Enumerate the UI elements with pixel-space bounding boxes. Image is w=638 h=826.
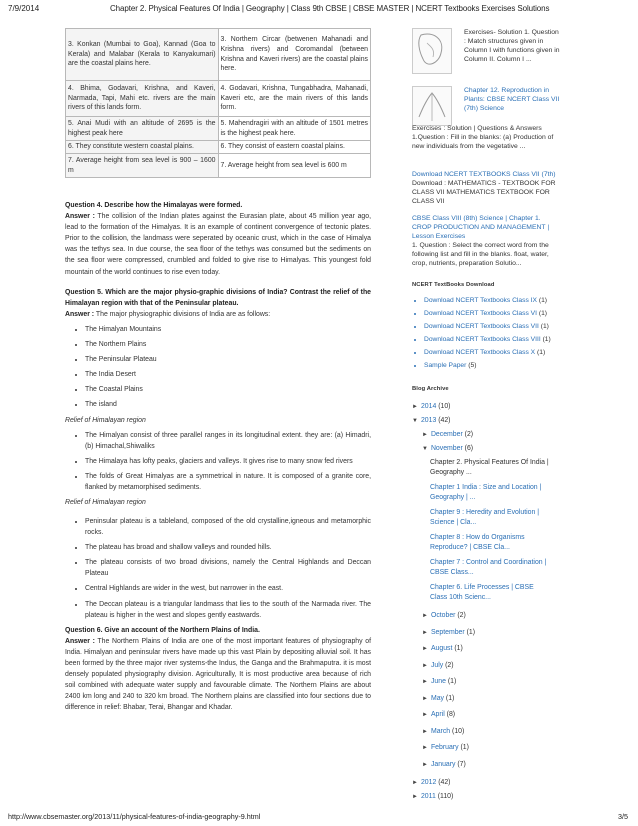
year-count: (10) xyxy=(438,403,451,410)
link-label[interactable]: Sample Paper xyxy=(424,362,467,369)
list-item: • The Deccan plateau is a triangular landmass that lies to the south of the Narmada river. The plateau is higher in the west and slopes gently eastwards. xyxy=(85,599,371,621)
list-item: • The Northern Plains xyxy=(85,339,371,350)
year-link[interactable]: 2013 xyxy=(420,417,437,424)
relief-peninsular-title: Relief of Himalayan region xyxy=(65,498,146,506)
answer-label: Answer : xyxy=(65,637,95,645)
month-count: (1) xyxy=(460,744,469,751)
download-link[interactable] xyxy=(424,333,632,346)
question-title: Question 6. Give an account of the Northern Plains of India. xyxy=(65,626,260,634)
month-count: (1) xyxy=(466,628,476,636)
downloads-heading: NCERT TextBooks Download xyxy=(412,282,495,288)
downloads-list xyxy=(412,294,632,372)
month-count: (6) xyxy=(464,445,474,452)
year-link[interactable]: 2012 xyxy=(420,779,437,786)
download-link[interactable] xyxy=(424,307,632,320)
month-link[interactable]: September xyxy=(430,628,465,636)
expand-arrow-icon[interactable]: ► xyxy=(422,679,428,685)
expand-arrow-icon[interactable]: ► xyxy=(422,728,428,735)
page-url: http://www.cbsemaster.org/2013/11/physical-features-of-india-geography-9.html xyxy=(8,812,261,821)
month-count: (7) xyxy=(457,760,466,768)
archive-post-link[interactable]: Chapter 1 India : Size and Location | Geography | ... xyxy=(430,484,542,501)
archive-month[interactable] xyxy=(422,707,632,724)
month-count: (2) xyxy=(445,661,454,669)
archive-month[interactable] xyxy=(422,740,632,757)
archive-month[interactable] xyxy=(422,641,632,658)
expand-arrow-icon[interactable]: ► xyxy=(422,695,428,702)
expand-arrow-icon[interactable]: ► xyxy=(422,761,428,768)
year-count: (42) xyxy=(438,417,451,424)
expand-arrow-icon[interactable]: ► xyxy=(422,629,428,636)
link-label[interactable]: Download NCERT Textbooks Class IX xyxy=(424,297,537,304)
archive-month[interactable] xyxy=(422,691,632,708)
post-title-link[interactable]: CBSE Class VIII (8th) Science | Chapter 1. CROP PRODUCTION AND MANAGEMENT | Lesson Exercises xyxy=(412,215,550,240)
expand-arrow-icon[interactable]: ► xyxy=(412,780,418,786)
month-link[interactable]: April xyxy=(430,711,445,718)
month-link[interactable]: July xyxy=(430,661,444,669)
link-label[interactable]: Download NCERT Textbooks Class X xyxy=(424,349,536,356)
archive-month[interactable] xyxy=(422,608,632,625)
expand-arrow-icon[interactable]: ► xyxy=(422,646,428,652)
archive-month[interactable] xyxy=(422,724,632,741)
page-title: Chapter 2. Physical Features Of India | Geography | Class 9th CBSE | CBSE MASTER | NCERT Textbooks Exercises Solutions xyxy=(110,4,550,13)
download-link[interactable] xyxy=(424,320,632,333)
list-item: • The Himalaya has lofty peaks, glaciers and valleys. It gives rise to many snow fed rivers xyxy=(85,456,371,467)
post-excerpt: 1. Question : Select the correct word from the following list and fill in the blanks. float, water, crop, nutrients, preparation Solutio... xyxy=(412,242,549,267)
post-thumbnail-image xyxy=(412,28,452,74)
archive-post-link[interactable]: Chapter 8 : How do Organisms Reproduce? | CBSE Cla... xyxy=(430,534,525,551)
table-row xyxy=(66,154,371,178)
blog-archive xyxy=(412,400,632,804)
link-count: (1) xyxy=(540,323,549,330)
post-title-link[interactable]: Chapter 12. Reproduction in Plants: CBSE NCERT Class VII (7th) Science xyxy=(464,87,560,112)
month-count: (10) xyxy=(452,727,465,735)
page-header xyxy=(0,0,638,16)
table-cell: 5. Anai Mudi with an altitude of 2695 is the highest peak here xyxy=(66,117,219,141)
november-posts xyxy=(412,458,552,602)
list-item: • The Peninsular Plateau xyxy=(85,354,371,365)
link-label[interactable]: Download NCERT Textbooks Class VI xyxy=(424,310,537,317)
archive-post-link[interactable]: Chapter 7 : Control and Coordination | CBSE Class... xyxy=(430,559,547,576)
list-item: • The India Desert xyxy=(85,369,371,380)
list-item: • The Himalyan consist of three parallel ranges in its longitudinal extent. they are: (a) Himadri, (b) Himachal,Shiwaliks xyxy=(85,430,371,452)
post-excerpt: Download : MATHEMATICS - TEXTBOOK FOR CLASS VII MATHEMATICS TEXTBOOK FOR CLASS VII xyxy=(412,180,556,205)
table-cell: 7. Average height from sea level is 900 – 1600 m xyxy=(66,154,219,178)
archive-month[interactable] xyxy=(422,625,632,642)
expand-arrow-icon[interactable]: ► xyxy=(422,745,428,751)
list-item: • The Coastal Plains xyxy=(85,384,371,395)
relief-himalaya-title: Relief of Himalayan region xyxy=(65,416,146,424)
answer-text: The Northern Plains of India are one of the most important features of physiography of India. Himalyan and peninsular rivers have made up this vast Plain by depositing alluvial soil. It has been formed by the three major river systems-the Indus, the Ganga and the Brahmaputra. it is most densely populated physiography division. Agriculturally, It is most productive area because of rich soil combined with adequate water supply and favourable climate. The Northern Plains are about 2400 km long and 240 to 320 km broad. The Northern plains are classified into four sections due to difference in relief: Bhabar, Terai, Bhangar and Khadar. xyxy=(65,637,371,712)
archive-post-current[interactable]: Chapter 2. Physical Features Of India | Geography ... xyxy=(430,459,549,476)
month-link[interactable]: November xyxy=(430,445,463,452)
question-title: Question 5. Which are the major physio-graphic divisions of India? Contrast the relief of the Himalayan region with that of the Peninsular plateau. xyxy=(65,288,371,307)
question-6 xyxy=(65,625,371,714)
archive-year-2012[interactable] xyxy=(412,776,632,790)
popular-post-3[interactable] xyxy=(412,170,562,206)
table-cell: 4. Bhima, Godavari, Krishna, and Kaveri, Narmada, Tapi, Mahi etc. rivers are the main rivers of this lands form. xyxy=(66,81,219,117)
print-date: 7/9/2014 xyxy=(8,4,40,13)
year-link[interactable]: 2011 xyxy=(420,793,436,800)
main-content xyxy=(65,28,371,713)
popular-post-2[interactable] xyxy=(412,84,632,164)
post-title-link[interactable]: Download NCERT TEXTBOOKS Class VII (7th) xyxy=(412,171,556,178)
month-count: (8) xyxy=(446,711,456,718)
collapse-arrow-icon[interactable]: ▼ xyxy=(412,418,418,424)
month-link[interactable]: October xyxy=(430,612,456,619)
archive-post-link[interactable]: Chapter 6. Life Processes | CBSE Class 10th Scienc... xyxy=(430,584,534,601)
archive-year-2011[interactable] xyxy=(412,790,632,804)
table-cell: 6. They constitute western coastal plains. xyxy=(66,141,219,154)
archive-year-2014[interactable] xyxy=(412,400,632,414)
table-cell: 3. Konkan (Mumbai to Goa), Kannad (Goa to Kerala) and Malabar (Kerala to Kanyakumari) are the coastal plains here. xyxy=(66,29,219,81)
archive-month[interactable] xyxy=(422,757,632,774)
expand-arrow-icon[interactable]: ► xyxy=(422,613,428,619)
table-row xyxy=(66,29,371,81)
link-count: (1) xyxy=(537,349,546,356)
answer-text: The collision of the Indian plates against the Eurasian plate, about 45 million year ago, lead to the formation of the Himalyas. It is an example of continent convergence of tectonic plates. Prior to the collision, the landmass were seperated by oceanic crust, which in the case of Himalya was the tethys sea. In due course, the sea floor of the tethys was consumed but the sediments on the sea floor were compressed, crumbled and folded to give rise to Himalyas. This youngest fold mountain of the world continues to rise even today. xyxy=(65,213,371,276)
download-link[interactable] xyxy=(424,359,632,372)
month-link[interactable]: December xyxy=(430,431,463,438)
list-item: • Central Highlands are wider in the west, but narrower in the east. xyxy=(85,583,371,594)
link-count: (5) xyxy=(468,362,477,369)
link-count: (1) xyxy=(542,336,551,343)
question-5 xyxy=(65,287,371,320)
list-item: • The island xyxy=(85,399,371,410)
archive-post-link[interactable]: Chapter 9 : Heredity and Evolution | Science | Cla... xyxy=(430,509,540,526)
link-count: (1) xyxy=(538,297,548,304)
list-item: • The plateau consists of two broad divisions, namely the Central Highlands and Deccan Plateau xyxy=(85,557,371,579)
list-item: • Peninsular plateau is a tableland, composed of the old crystalline,igneous and metamorphic rocks. xyxy=(85,516,371,538)
archive-heading: Blog Archive xyxy=(412,386,449,392)
popular-post-1[interactable] xyxy=(412,28,632,84)
post-thumbnail-image xyxy=(412,86,452,126)
archive-month[interactable] xyxy=(412,442,632,456)
post-excerpt: Exercises- Solution 1. Question : Match structures given in Column I with functions given in Column II. Column I ... xyxy=(464,29,560,63)
relief-himalaya-list xyxy=(65,430,371,493)
month-count: (2) xyxy=(457,612,466,619)
popular-post-4[interactable] xyxy=(412,214,562,268)
download-link[interactable] xyxy=(424,346,632,359)
table-cell: 3. Northern Circar (betwenen Mahanadi and Krishna rivers) and Coromandal (between Krishna and Kaveri rivers) are the coastal plains here. xyxy=(218,29,371,81)
month-link[interactable]: August xyxy=(430,645,453,652)
archive-months-list xyxy=(412,608,632,773)
archive-month[interactable] xyxy=(412,428,632,442)
table-row xyxy=(66,117,371,141)
table-cell: 6. They consist of eastern coastal plains. xyxy=(218,141,371,154)
month-link[interactable]: March xyxy=(430,727,451,735)
month-count: (2) xyxy=(464,431,474,438)
list-item: • The Himalyan Mountains xyxy=(85,324,371,335)
table-cell: 7. Average height from sea level is 600 m xyxy=(218,154,371,178)
question-4 xyxy=(65,200,371,278)
year-link[interactable]: 2014 xyxy=(420,403,437,410)
expand-arrow-icon[interactable]: ► xyxy=(422,432,428,438)
page-number: 3/5 xyxy=(618,812,628,821)
expand-arrow-icon[interactable]: ► xyxy=(412,794,418,800)
expand-arrow-icon[interactable]: ► xyxy=(422,662,428,669)
question-title: Question 4. Describe how the Himalayas were formed. xyxy=(65,202,243,209)
table-cell: 5. Mahendragiri with an altitude of 1501 metres is the highest peak here. xyxy=(218,117,371,141)
month-count: (1) xyxy=(445,694,455,702)
comparison-table xyxy=(65,28,371,178)
table-cell: 4. Godavari, Krishna, Tungabhadra, Mahanadi, Kaveri etc, are the main rivers of this lands form. xyxy=(218,81,371,117)
month-count: (1) xyxy=(447,678,457,685)
answer-text: The major physiographic divisions of India are as follows: xyxy=(94,310,271,318)
divisions-list xyxy=(65,324,371,411)
collapse-arrow-icon[interactable]: ▼ xyxy=(422,446,428,452)
list-item: • The folds of Great Himalyas are a symmetrical in nature. It is composed of a granite core, flanked by metamorphised sediments. xyxy=(85,471,371,493)
list-item: • The plateau has broad and shallow valleys and rounded hills. xyxy=(85,542,371,553)
answer-label: Answer : xyxy=(65,310,95,318)
archive-year-2013[interactable] xyxy=(412,414,632,428)
table-row xyxy=(66,81,371,117)
link-count: (1) xyxy=(538,310,548,317)
relief-peninsular-list xyxy=(65,516,371,621)
archive-month[interactable] xyxy=(422,658,632,675)
month-link[interactable]: January xyxy=(430,760,456,768)
month-link[interactable]: February xyxy=(430,744,459,751)
month-count: (1) xyxy=(454,645,463,652)
year-count: (110) xyxy=(437,793,454,800)
download-link[interactable] xyxy=(424,294,632,307)
expand-arrow-icon[interactable]: ► xyxy=(422,712,428,718)
sidebar xyxy=(412,28,632,804)
link-label[interactable]: Download NCERT Textbooks Class VII xyxy=(424,323,539,330)
answer-label: Answer : xyxy=(65,213,95,221)
archive-month[interactable] xyxy=(422,674,632,691)
post-excerpt: Exercises : Solution | Questions & Answers 1.Question : Fill in the blanks: (a) Production of new individuals from the vegetative ... xyxy=(412,125,554,150)
table-row xyxy=(66,141,371,154)
year-count: (42) xyxy=(438,779,451,786)
month-link[interactable]: June xyxy=(430,678,446,685)
link-label[interactable]: Download NCERT Textbooks Class VIII xyxy=(424,336,541,343)
month-link[interactable]: May xyxy=(430,694,444,702)
expand-arrow-icon[interactable]: ► xyxy=(412,404,418,410)
